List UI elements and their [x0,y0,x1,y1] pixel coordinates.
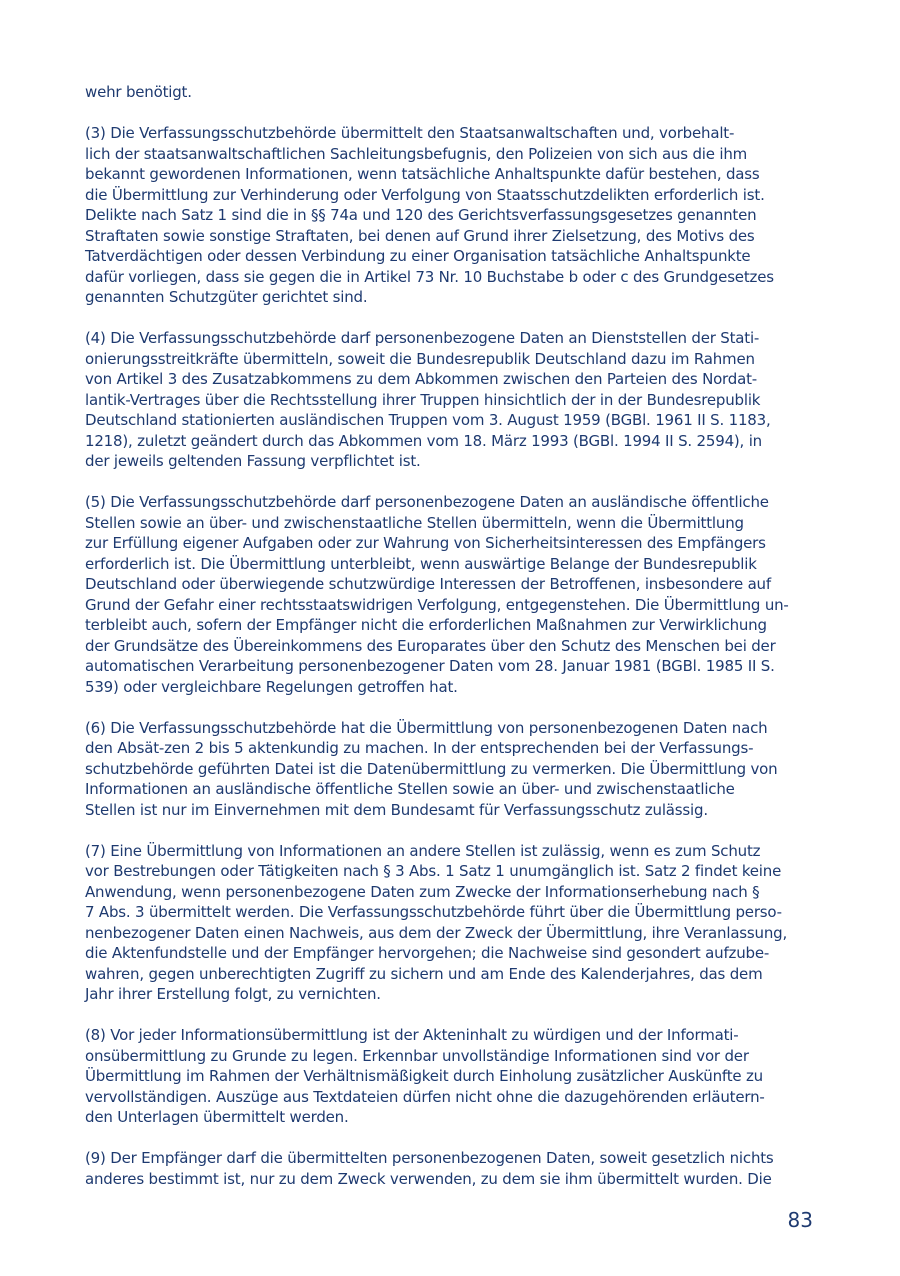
paragraph-line: Delikte nach Satz 1 sind die in §§ 74a und 120 des Gerichtsverfassungsgesetzes genannten [85,206,757,224]
paragraph-line: 7 Abs. 3 übermittelt werden. Die Verfassungsschutzbehörde führt über die Übermittlung perso- [85,903,782,921]
paragraph-line: (3) Die Verfassungsschutzbehörde übermittelt den Staatsanwaltschaften und, vorbehalt- [85,124,735,142]
document-body [85,82,815,1210]
paragraph-line: bekannt gewordenen Informationen, wenn tatsächliche Anhaltspunkte dafür bestehen, dass [85,165,760,183]
paragraph-line: dafür vorliegen, dass sie gegen die in Artikel 73 Nr. 10 Buchstabe b oder c des Grundgesetzes [85,267,774,286]
paragraph-line: 539) oder vergleichbare Regelungen getroffen hat. [85,677,458,696]
paragraph-line: vor Bestrebungen oder Tätigkeiten nach § 3 Abs. 1 Satz 1 unumgänglich ist. Satz 2 findet keine [85,862,782,880]
paragraph-line: vervollständigen. Auszüge aus Textdateien dürfen nicht ohne die dazugehörenden erläutern- [85,1087,765,1106]
paragraph-line: lantik-Vertrages über die Rechtsstellung ihrer Truppen hinsichtlich der in der Bundesrepublik [85,390,761,409]
paragraph-line: erforderlich ist. Die Übermittlung unterbleibt, wenn auswärtige Belange der Bundesrepublik [85,554,757,573]
paragraph-line: 1218), zuletzt geändert durch das Abkommen vom 18. März 1993 (BGBl. 1994 II S. 2594), in [85,431,762,450]
paragraph-line: Informationen an ausländische öffentliche Stellen sowie an über- und zwischenstaatliche [85,780,735,798]
paragraph-line: lich der staatsanwaltschaftlichen Sachleitungsbefugnis, den Polizeien von sich aus die ihm [85,144,748,163]
paragraph-4 [85,328,815,472]
paragraph-line: der jeweils geltenden Fassung verpflichtet ist. [85,452,421,470]
paragraph-line: (8) Vor jeder Informationsübermittlung ist der Akteninhalt zu würdigen und der Informati- [85,1026,739,1044]
paragraph-line: Tatverdächtigen oder dessen Verbindung zu einer Organisation tatsächliche Anhaltspunkte [85,247,751,265]
paragraph-line: anderes bestimmt ist, nur zu dem Zweck verwenden, zu dem sie ihm übermittelt wurden. Die [85,1169,772,1188]
paragraph-line: genannten Schutzgüter gerichtet sind. [85,288,368,306]
intro-paragraph [85,82,815,103]
paragraph-5 [85,492,815,697]
paragraph-7 [85,841,815,1005]
paragraph-line: den Unterlagen übermittelt werden. [85,1108,349,1126]
paragraph-line: Übermittlung im Rahmen der Verhältnismäßigkeit durch Einholung zusätzlicher Auskünfte zu [85,1067,763,1085]
paragraph-line: terbleibt auch, sofern der Empfänger nicht die erforderlichen Maßnahmen zur Verwirklichung [85,616,767,634]
paragraph-line: Stellen ist nur im Einvernehmen mit dem Bundesamt für Verfassungsschutz zulässig. [85,800,708,819]
paragraph-line: Grund der Gefahr einer rechtsstaatswidrigen Verfolgung, entgegenstehen. Die Übermittlung un- [85,595,789,614]
paragraph-line: (6) Die Verfassungsschutzbehörde hat die Übermittlung von personenbezogenen Daten nach [85,718,768,737]
paragraph-line: die Aktenfundstelle und der Empfänger hervorgehen; die Nachweise sind gesondert aufzube- [85,944,770,962]
paragraph-line: (9) Der Empfänger darf die übermittelten personenbezogenen Daten, soweit gesetzlich nichts [85,1149,774,1167]
paragraph-line: Deutschland stationierten ausländischen Truppen vom 3. August 1959 (BGBl. 1961 II S. 1183, [85,411,771,429]
paragraph-line: nenbezogener Daten einen Nachweis, aus dem der Zweck der Übermittlung, ihre Veranlassung, [85,923,788,942]
paragraph-8 [85,1025,815,1128]
paragraph-line: wehr benötigt. [85,83,192,101]
paragraph-line: Straftaten sowie sonstige Straftaten, bei denen auf Grund ihrer Zielsetzung, des Motivs des [85,226,755,245]
paragraph-line: (7) Eine Übermittlung von Informationen an andere Stellen ist zulässig, wenn es zum Schutz [85,841,761,860]
paragraph-line: der Grundsätze des Übereinkommens des Europarates über den Schutz des Menschen bei der [85,636,776,655]
paragraph-line: wahren, gegen unberechtigten Zugriff zu sichern und am Ende des Kalenderjahres, das dem [85,964,763,983]
paragraph-3 [85,123,815,308]
paragraph-line: die Übermittlung zur Verhinderung oder Verfolgung von Staatsschutzdelikten erforderlich ist. [85,185,765,204]
paragraph-line: automatischen Verarbeitung personenbezogener Daten vom 28. Januar 1981 (BGBl. 1985 II S. [85,657,775,675]
paragraph-line: (4) Die Verfassungsschutzbehörde darf personenbezogene Daten an Dienststellen der Stati- [85,329,760,347]
paragraph-line: zur Erfüllung eigener Aufgaben oder zur Wahrung von Sicherheitsinteressen des Empfängers [85,534,766,552]
paragraph-6 [85,718,815,821]
paragraph-line: von Artikel 3 des Zusatzabkommens zu dem Abkommen zwischen den Parteien des Nordat- [85,370,757,388]
paragraph-line: den Absät-zen 2 bis 5 aktenkundig zu machen. In der entsprechenden bei der Verfassungs- [85,739,754,757]
paragraph-line: Jahr ihrer Erstellung folgt, zu vernichten. [85,985,381,1003]
paragraph-9 [85,1148,815,1189]
paragraph-line: onierungsstreitkräfte übermitteln, soweit die Bundesrepublik Deutschland dazu im Rahmen [85,349,755,368]
paragraph-line: schutzbehörde geführten Datei ist die Datenübermittlung zu vermerken. Die Übermittlung von [85,759,778,778]
paragraph-line: Stellen sowie an über- und zwischenstaatliche Stellen übermitteln, wenn die Übermittlung [85,513,744,532]
paragraph-line: Anwendung, wenn personenbezogene Daten zum Zwecke der Informationserhebung nach § [85,882,760,901]
paragraph-line: Deutschland oder überwiegende schutzwürdige Interessen der Betroffenen, insbesondere auf [85,575,771,593]
page-number: 83 [787,1208,813,1232]
paragraph-line: onsübermittlung zu Grunde zu legen. Erkennbar unvollständige Informationen sind vor der [85,1046,749,1065]
paragraph-line: (5) Die Verfassungsschutzbehörde darf personenbezogene Daten an ausländische öffentliche [85,493,769,511]
